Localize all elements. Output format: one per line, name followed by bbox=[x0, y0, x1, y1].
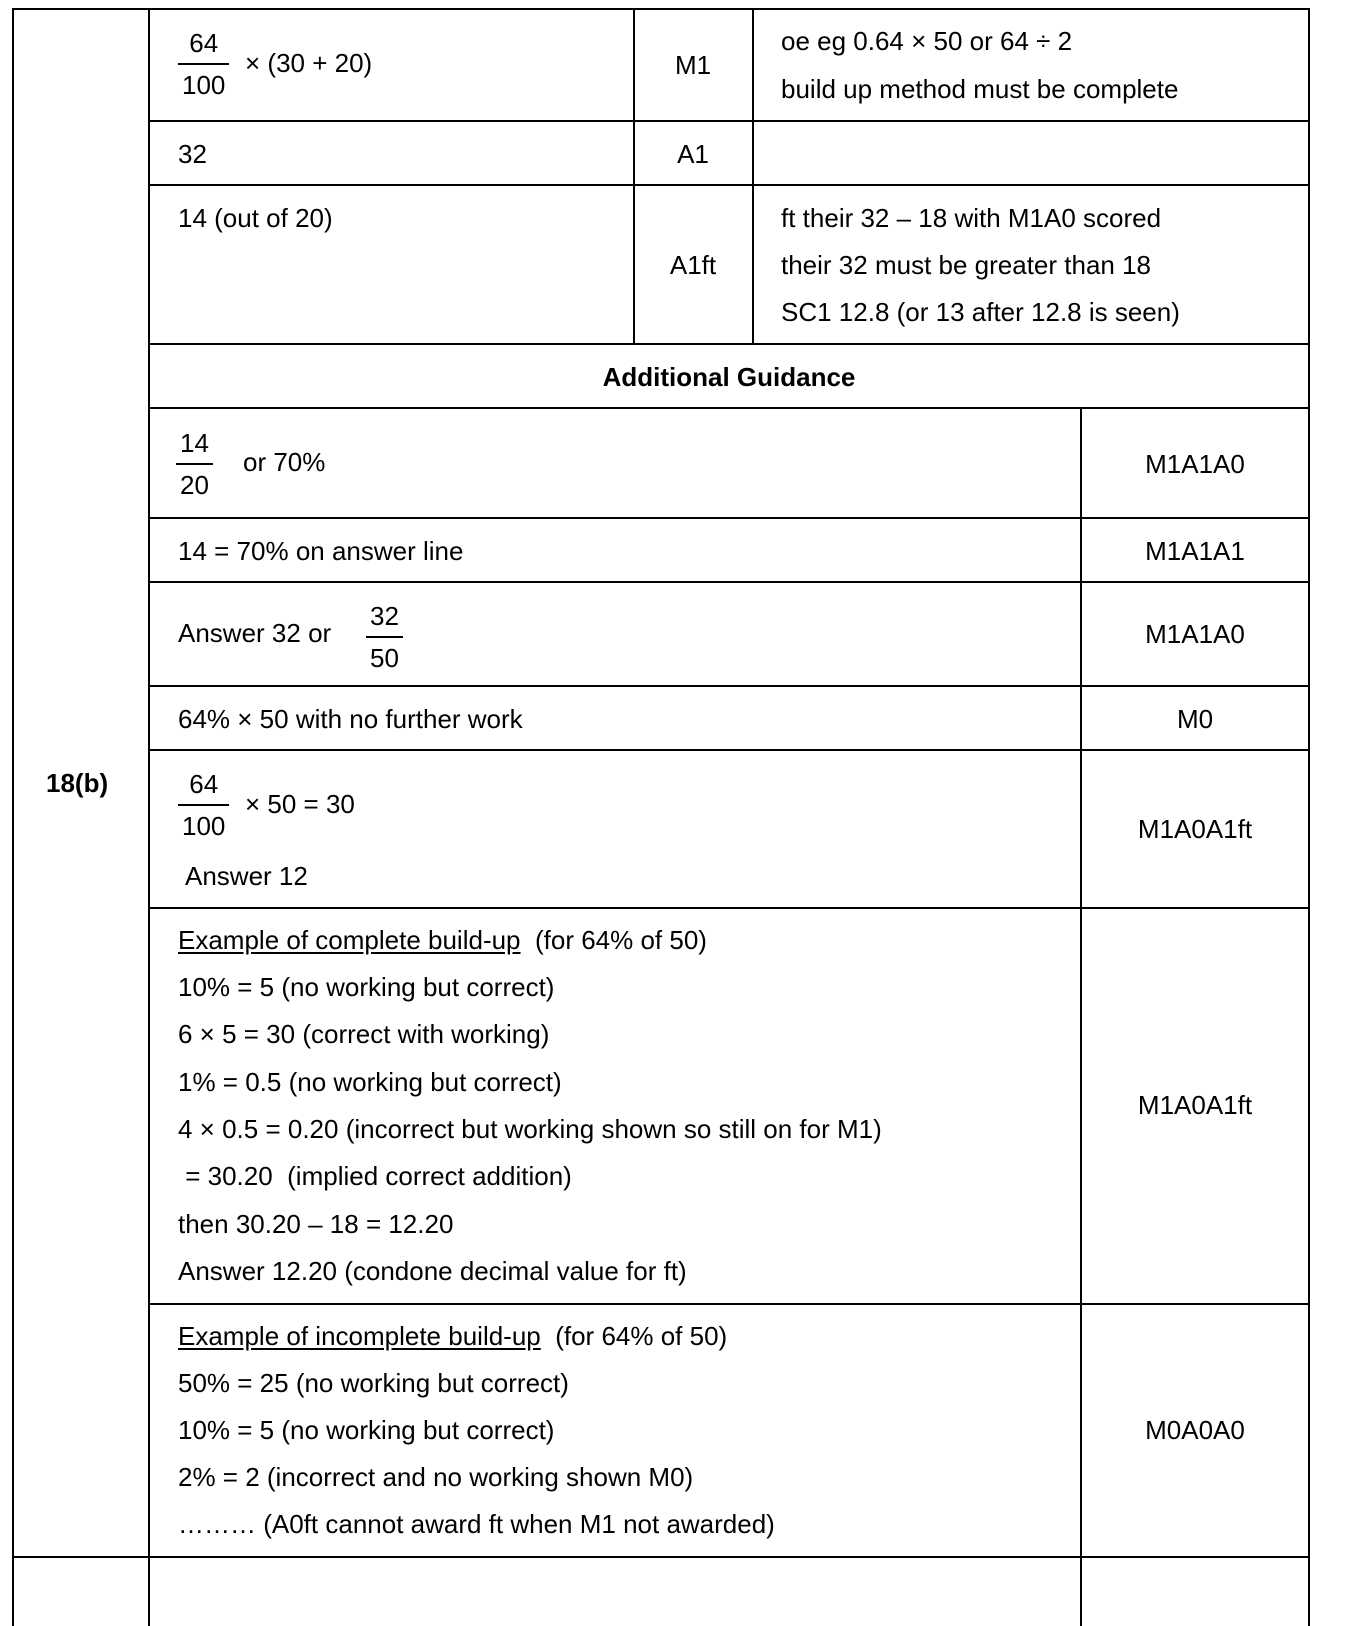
column-divider-question bbox=[148, 8, 150, 1626]
guidance-mark: M1A1A1 bbox=[1145, 536, 1245, 566]
fraction-denominator: 20 bbox=[180, 469, 209, 500]
row-divider bbox=[148, 907, 1309, 909]
guidance-text: × 50 = 30 bbox=[245, 789, 355, 819]
fraction-denominator: 100 bbox=[182, 810, 226, 841]
guidance-mark: M1A1A0 bbox=[1145, 449, 1245, 479]
answer-value: 32 bbox=[178, 139, 207, 169]
fraction-bar bbox=[366, 636, 403, 638]
comment-line: their 32 must be greater than 18 bbox=[781, 250, 1152, 280]
guidance-text: 14 = 70% on answer line bbox=[178, 536, 464, 566]
guidance-line: 10% = 5 (no working but correct) bbox=[178, 972, 555, 1002]
guidance-line: 10% = 5 (no working but correct) bbox=[178, 1415, 555, 1445]
row-divider bbox=[148, 517, 1309, 519]
guidance-heading-note: (for 64% of 50) bbox=[534, 925, 707, 955]
fraction-bar bbox=[178, 63, 229, 65]
guidance-heading: Example of incomplete build-up bbox=[178, 1321, 541, 1351]
fraction-32-over-50 bbox=[366, 600, 403, 674]
fraction-64-over-100 bbox=[178, 768, 229, 842]
guidance-line: = 30.20 (implied correct addition) bbox=[178, 1161, 572, 1191]
guidance-line: 4 × 0.5 = 0.20 (incorrect but working shown so still on for M1) bbox=[178, 1114, 882, 1144]
question-label: 18(b) bbox=[46, 768, 109, 798]
fraction-64-over-100 bbox=[178, 27, 229, 101]
guidance-line: 1% = 0.5 (no working but correct) bbox=[178, 1067, 562, 1097]
guidance-mark: M1A0A1ft bbox=[1137, 814, 1253, 844]
guidance-mark: M0 bbox=[1176, 704, 1214, 734]
comment-line: SC1 12.8 (or 13 after 12.8 is seen) bbox=[781, 297, 1180, 327]
guidance-heading: Example of complete build-up bbox=[178, 925, 521, 955]
fraction-denominator: 50 bbox=[370, 642, 399, 673]
guidance-text: 64% × 50 with no further work bbox=[178, 704, 523, 734]
fraction-numerator: 64 bbox=[189, 28, 219, 58]
fraction-numerator: 64 bbox=[189, 769, 219, 799]
fraction-denominator: 100 bbox=[182, 69, 226, 100]
mark-code: A1 bbox=[677, 139, 709, 169]
guidance-text: Answer 32 or bbox=[178, 618, 332, 648]
comment-line: oe eg 0.64 × 50 or 64 ÷ 2 bbox=[781, 26, 1073, 56]
guidance-line: 6 × 5 = 30 (correct with working) bbox=[178, 1019, 550, 1049]
row-divider bbox=[148, 1303, 1309, 1305]
comment-line: ft their 32 – 18 with M1A0 scored bbox=[781, 203, 1162, 233]
mark-code: M1 bbox=[674, 50, 712, 80]
answer-expression: × (30 + 20) bbox=[245, 48, 373, 78]
row-divider bbox=[148, 184, 1309, 186]
guidance-heading-line bbox=[178, 925, 707, 955]
comment-line: build up method must be complete bbox=[781, 74, 1179, 104]
guidance-line: ……… (A0ft cannot award ft when M1 not awarded) bbox=[178, 1509, 775, 1539]
fraction-bar bbox=[178, 804, 229, 806]
column-divider-comments bbox=[752, 8, 754, 345]
guidance-line: then 30.20 – 18 = 12.20 bbox=[178, 1209, 454, 1239]
fraction-numerator: 32 bbox=[370, 601, 399, 631]
row-divider bbox=[148, 343, 1309, 345]
guidance-text: or 70% bbox=[243, 447, 326, 477]
table-border-top bbox=[12, 8, 1309, 10]
guidance-mark: M1A0A1ft bbox=[1137, 1090, 1253, 1120]
row-divider bbox=[148, 685, 1309, 687]
guidance-heading-note: (for 64% of 50) bbox=[555, 1321, 728, 1351]
guidance-heading-line bbox=[178, 1321, 727, 1351]
guidance-line: 50% = 25 (no working but correct) bbox=[178, 1368, 569, 1398]
row-divider bbox=[148, 749, 1309, 751]
row-divider bbox=[148, 120, 1309, 122]
table-border-bottom bbox=[12, 1556, 1309, 1558]
guidance-mark: M1A1A0 bbox=[1145, 619, 1245, 649]
mark-code: A1ft bbox=[669, 250, 717, 280]
table-border-left bbox=[12, 8, 14, 1626]
guidance-line: Answer 12.20 (condone decimal value for ft) bbox=[178, 1256, 687, 1286]
guidance-line: 2% = 2 (incorrect and no working shown M0) bbox=[178, 1462, 694, 1492]
row-divider bbox=[148, 581, 1309, 583]
answer-value: 14 (out of 20) bbox=[178, 203, 333, 233]
additional-guidance-heading: Additional Guidance bbox=[602, 362, 856, 392]
fraction-bar bbox=[176, 463, 213, 465]
guidance-mark: M0A0A0 bbox=[1145, 1415, 1245, 1445]
row-divider bbox=[148, 407, 1309, 409]
fraction-14-over-20 bbox=[176, 427, 213, 501]
fraction-numerator: 14 bbox=[180, 428, 209, 458]
guidance-text: Answer 12 bbox=[185, 861, 308, 891]
